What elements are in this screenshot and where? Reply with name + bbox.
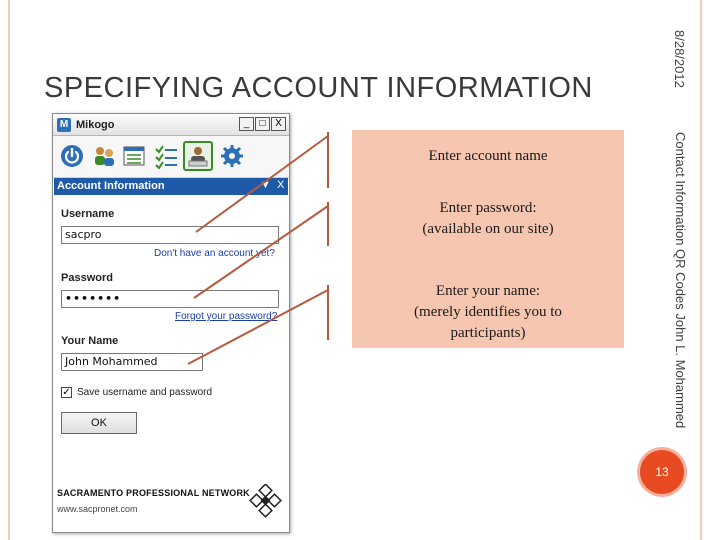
no-account-link[interactable]: Don't have an account yet? <box>154 248 275 259</box>
slide-footer: Contact Information QR Codes John L. Mohammed <box>673 132 688 429</box>
pointer-username <box>196 136 328 232</box>
callout-line: Enter password: <box>439 200 537 216</box>
your-name-field[interactable]: John Mohammed <box>61 353 203 371</box>
forgot-password-link[interactable]: Forgot your password? <box>175 311 278 322</box>
panel-title: Account Information <box>57 180 165 192</box>
maximize-button[interactable]: □ <box>255 117 270 131</box>
close-button[interactable]: X <box>271 117 286 131</box>
password-label: Password <box>61 272 113 284</box>
sacpronet-url: www.sacpronet.com <box>57 504 138 514</box>
callout-line: Enter your name: <box>435 283 541 299</box>
username-field[interactable]: sacpro <box>61 226 279 244</box>
password-field[interactable]: ••••••• <box>61 290 279 308</box>
save-credentials-checkbox[interactable]: ✓ <box>62 387 71 398</box>
save-credentials-label: Save username and password <box>77 387 213 398</box>
pointer-your-name <box>188 290 328 364</box>
page-number: 13 <box>640 450 684 494</box>
mikogo-logo-icon: M <box>57 118 71 132</box>
callout-line: participants) <box>450 325 526 341</box>
slide-title: SPECIFYING ACCOUNT INFORMATION <box>44 72 593 104</box>
panel-close-icon[interactable]: X <box>277 179 285 191</box>
ok-button[interactable]: OK <box>61 412 137 434</box>
collapse-icon[interactable]: ▼ <box>260 179 271 191</box>
callout-line: (merely identifies you to <box>414 304 562 320</box>
minimize-button[interactable]: _ <box>239 117 254 131</box>
username-label: Username <box>61 208 115 220</box>
window-title: Mikogo <box>76 119 115 131</box>
slide-date: 8/28/2012 <box>672 30 687 88</box>
callout-line: (available on our site) <box>422 221 554 237</box>
your-name-label: Your Name <box>61 335 119 347</box>
sacpronet-brand: SACRAMENTO PROFESSIONAL NETWORK <box>57 488 250 498</box>
callout-line: Enter account name <box>428 148 548 164</box>
